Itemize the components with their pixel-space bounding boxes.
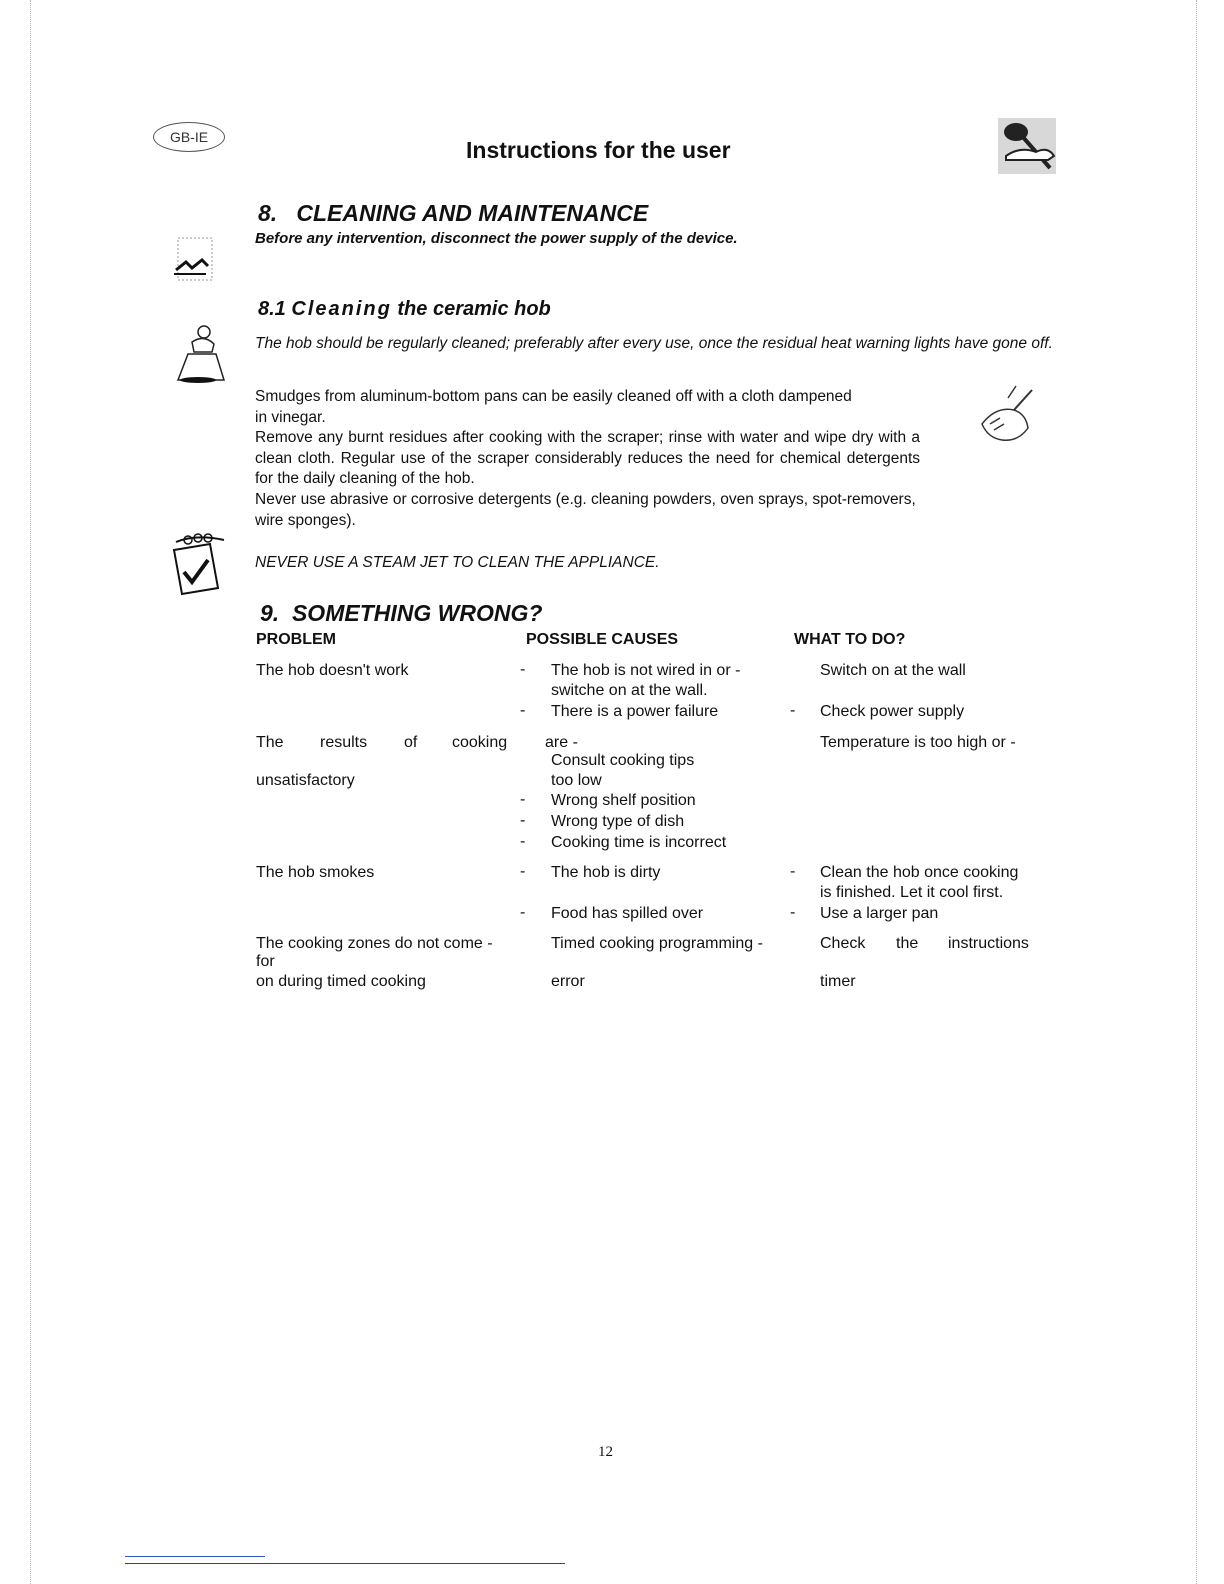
scan-edge-right: [1196, 0, 1198, 1584]
r2-dish: Wrong type of dish: [551, 813, 685, 830]
r4-todo-w2: the: [896, 935, 919, 952]
section-9-title: SOMETHING WRONG?: [291, 600, 543, 626]
section-8-heading: [258, 200, 648, 227]
r2-dash-dish: -: [520, 812, 526, 829]
r1-cause1b: switche on at the wall.: [551, 682, 708, 699]
section-8-number: 8.: [258, 200, 278, 226]
r3-todo1b: is finished. Let it cool first.: [820, 884, 1004, 901]
section-8-1-number: 8.1: [258, 298, 286, 320]
r4-todo-b: timer: [820, 973, 856, 990]
r3-cause2: Food has spilled over: [551, 905, 704, 922]
r2-problem-l2: unsatisfactory: [256, 772, 355, 789]
chef-hat-spoon-icon: [996, 116, 1058, 176]
r2-consult: Consult cooking tips: [551, 752, 695, 769]
plug-warning-icon: [170, 236, 216, 284]
r3-dash4: -: [790, 904, 796, 921]
r2-problem-w4: cooking: [452, 734, 508, 751]
r2-shelf: Wrong shelf position: [551, 792, 696, 809]
section-9-heading: [260, 600, 542, 627]
r2-problem-w2: results: [320, 734, 368, 751]
hob-cleaning-intro: The hob should be regularly cleaned; preferably after every use, once the residual heat warning lights have gone off.: [255, 335, 1053, 352]
r4-problem-c: on during timed cooking: [256, 973, 426, 990]
r4-problem-b: for: [256, 953, 275, 970]
r3-dash3: -: [520, 904, 526, 921]
section-8-title: CLEANING AND MAINTENANCE: [296, 200, 649, 226]
power-warning: Before any intervention, disconnect the power supply of the device.: [255, 230, 738, 247]
r2-dash-time: -: [520, 833, 526, 850]
section-9-number: 9.: [260, 600, 280, 626]
r1-problem: The hob doesn't work: [256, 662, 409, 679]
r1-todo2: Check power supply: [820, 703, 965, 720]
r3-cause1: The hob is dirty: [551, 864, 661, 881]
col-header-causes: POSSIBLE CAUSES: [526, 631, 679, 648]
r2-problem-w1: The: [256, 734, 284, 751]
language-badge: GB-IE: [153, 122, 225, 152]
r1-dash3: -: [790, 702, 796, 719]
r1-dash2: -: [520, 702, 526, 719]
chef-icon: [170, 322, 226, 384]
col-header-problem: PROBLEM: [256, 631, 336, 648]
r3-todo1a: Clean the hob once cooking: [820, 864, 1019, 881]
page-title: Instructions for the user: [466, 137, 731, 163]
notepad-check-icon: [166, 532, 230, 596]
r4-todo-w3: instructions: [948, 935, 1029, 952]
r4-cause-a: Timed cooking programming -: [551, 935, 763, 952]
r1-dash1: -: [520, 661, 526, 678]
smudges-paragraph: Smudges from aluminum-bottom pans can be easily cleaned off with a cloth dampened in vinegar.: [255, 388, 852, 426]
r3-problem: The hob smokes: [256, 864, 375, 881]
r3-dash2: -: [790, 863, 796, 880]
r3-dash1: -: [520, 863, 526, 880]
r2-temp: Temperature is too high or -: [820, 734, 1016, 751]
scan-edge-left: [30, 0, 32, 1584]
r1-todo1: Switch on at the wall: [820, 662, 966, 679]
section-8-1-title-spaced: Cleaning: [291, 298, 392, 320]
r2-toolow: too low: [551, 772, 602, 789]
scraper-paragraph: Remove any burnt residues after cooking with the scraper; rinse with water and wipe dry with a clean cloth. Regular use of the scraper considerably reduces the need for chemical detergents for the daily cleaning of the hob.: [255, 429, 920, 487]
col-header-todo: WHAT TO DO?: [794, 631, 906, 648]
r4-cause-b: error: [551, 973, 585, 990]
section-8-1-title-rest: the ceramic hob: [397, 298, 551, 320]
r3-todo2: Use a larger pan: [820, 905, 939, 922]
r4-todo-w1: Check: [820, 935, 866, 952]
r2-are: are -: [545, 734, 578, 751]
r1-cause1a: The hob is not wired in or -: [551, 662, 741, 679]
scraper-hand-icon: [968, 384, 1040, 456]
steam-jet-warning: NEVER USE A STEAM JET TO CLEAN THE APPLIANCE.: [255, 554, 660, 571]
detergents-paragraph: Never use abrasive or corrosive detergents (e.g. cleaning powders, oven sprays, spot-removers, wire sponges).: [255, 491, 916, 529]
r2-problem-w3: of: [404, 734, 418, 751]
r4-problem-a: The cooking zones do not come -: [256, 935, 493, 952]
r2-time: Cooking time is incorrect: [551, 834, 727, 851]
page-number: 12: [598, 1444, 613, 1460]
section-8-1-heading: [258, 298, 551, 321]
bottom-rule: [125, 1563, 565, 1564]
r2-dash-shelf: -: [520, 791, 526, 808]
r1-cause2: There is a power failure: [551, 703, 719, 720]
bottom-rule-blue: [125, 1556, 265, 1557]
